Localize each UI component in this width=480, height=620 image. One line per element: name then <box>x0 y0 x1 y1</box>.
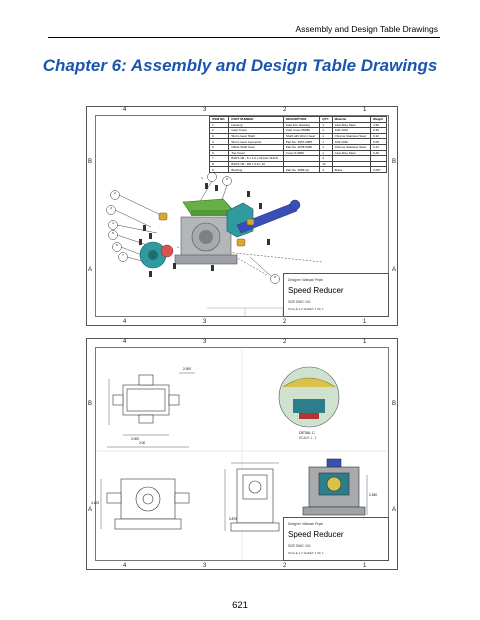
zone-label: 3 <box>203 339 207 345</box>
zone-label: 1 <box>363 107 367 113</box>
balloon-label: 6 <box>116 243 118 247</box>
table-cell: 1 <box>320 128 332 134</box>
table-cell: Chrome Stainless Steel <box>332 144 371 150</box>
dimension-label: 2.180 <box>369 493 377 497</box>
zone-label: 1 <box>363 339 367 345</box>
table-cell: Part No. 3089-4A <box>283 167 319 173</box>
top-cover-part <box>183 199 233 216</box>
table-cell: QTY. <box>320 117 332 123</box>
table-cell: Weight <box>371 117 387 123</box>
title-block-title: Speed Reducer <box>288 286 344 295</box>
table-cell: Housing <box>229 122 283 128</box>
table-cell: 9 <box>210 167 229 173</box>
table-cell: Gear Cover <box>229 128 283 134</box>
section-view <box>303 459 365 515</box>
table-cell: 1 <box>320 122 332 128</box>
offset-shaft-gear-part <box>140 242 173 268</box>
table-cell: 1 <box>320 144 332 150</box>
zone-label: 3 <box>203 563 207 569</box>
table-cell: PART NUMBER <box>229 117 283 123</box>
table-cell: 1 <box>320 139 332 145</box>
balloon-label: 5 <box>112 231 114 235</box>
dimension-label: 0.875 <box>229 517 237 521</box>
table-cell: 2 <box>210 128 229 134</box>
table-cell: Offset Shaft Gear <box>229 144 283 150</box>
table-cell: 3 <box>210 133 229 139</box>
zone-label: 1 <box>363 319 367 325</box>
dimension-label: 2.00 <box>139 441 146 445</box>
zone-label: 3 <box>203 107 207 113</box>
table-cell: B18.3.1M - 6 x 1.0 x 20 Hex SHCS <box>229 156 283 162</box>
title-block <box>283 273 389 317</box>
table-cell: Shaft with Worm Gear <box>283 133 319 139</box>
title-block-designer: Designer: Wabash Pepin <box>288 522 324 526</box>
title-block <box>283 517 389 561</box>
table-cell: 6 <box>210 150 229 156</box>
balloon-label: 1 <box>201 176 203 180</box>
table-cell: 0.41 <box>371 144 387 150</box>
assembly-drawing-sheet <box>86 106 398 326</box>
header-rule <box>48 37 440 38</box>
table-cell: Part No. 2078-5280 <box>283 144 319 150</box>
zone-label: 4 <box>123 107 127 113</box>
zone-label: 4 <box>123 339 127 345</box>
balloon-label: 3 <box>110 206 112 210</box>
balloon-label: 7 <box>122 253 124 257</box>
table-cell: AISI 1020 <box>332 139 371 145</box>
table-cell: DESCRIPTION <box>283 117 319 123</box>
table-cell: 0.05 <box>371 139 387 145</box>
table-cell: 0.32 <box>371 133 387 139</box>
zone-label: 4 <box>123 563 127 569</box>
table-cell: Worm Gear Shaft <box>229 133 283 139</box>
table-cell: Cover # 0905 <box>283 150 319 156</box>
table-cell: Cast Alloy Steel <box>332 150 371 156</box>
table-cell: Worm Gear Connector <box>229 139 283 145</box>
zone-label: 3 <box>203 319 207 325</box>
zone-label: 4 <box>123 319 127 325</box>
title-block-designer: Designer: Wabash Pepin <box>288 278 324 282</box>
table-cell: 7 <box>210 156 229 162</box>
table-cell: 1 <box>320 150 332 156</box>
table-cell: 0.35 <box>371 128 387 134</box>
detail-view <box>279 367 339 427</box>
table-cell: 4 <box>320 156 332 162</box>
table-cell: 4 <box>320 167 332 173</box>
title-block-sheet: SCALE 1:2 SHEET 1 OF 1 <box>288 307 324 311</box>
table-cell: Bushing <box>229 167 283 173</box>
top-view <box>113 375 179 423</box>
balloon-label: 2 <box>114 191 116 195</box>
running-header: Assembly and Design Table Drawings <box>295 24 438 34</box>
zone-label: 2 <box>283 339 287 345</box>
table-cell: 12 <box>320 161 332 167</box>
zone-label: B <box>88 159 93 165</box>
zone-label: A <box>88 507 93 513</box>
detail-view-scale: SCALE 1 : 1 <box>299 436 317 440</box>
detail-view-label: DETAIL C <box>299 431 315 435</box>
table-cell: 5 <box>210 144 229 150</box>
table-cell: Brass <box>332 167 371 173</box>
zone-label: A <box>391 507 396 513</box>
front-view <box>107 479 189 529</box>
dimension-label: 2.000 <box>131 437 139 441</box>
chapter-title: Chapter 6: Assembly and Design Table Drawings <box>42 56 438 75</box>
table-cell: Material <box>332 117 371 123</box>
table-cell: Top Cover <box>229 150 283 156</box>
orthographic-drawing-sheet <box>86 338 398 570</box>
table-cell: Part No. 4567-2985 <box>283 139 319 145</box>
table-cell: Cast Iron Housing <box>283 122 319 128</box>
zone-label: B <box>391 401 396 407</box>
dimension-label: 4.125 <box>91 501 99 505</box>
zone-label: 2 <box>283 563 287 569</box>
zone-label: 1 <box>363 563 367 569</box>
table-cell: 4.52 <box>371 122 387 128</box>
table-cell: ITEM NO. <box>210 117 229 123</box>
balloon-label: 8 <box>226 177 228 181</box>
title-block-dwg-no: SIZE DWG. NO. <box>288 300 312 304</box>
table-cell: 1 <box>320 133 332 139</box>
table-cell: Cast Cover #0089 <box>283 128 319 134</box>
zone-label: A <box>88 267 93 273</box>
table-cell: 4 <box>210 139 229 145</box>
dimension-label: 2.000 <box>183 367 191 371</box>
title-block-dwg-no: SIZE DWG. NO. <box>288 544 312 548</box>
balloon-label: 9 <box>274 275 276 279</box>
table-cell: 8 <box>210 161 229 167</box>
balloon-label: 4 <box>112 221 114 225</box>
table-cell: 0.46 <box>371 150 387 156</box>
title-block-sheet: SCALE 1:2 SHEET 1 OF 1 <box>288 551 324 555</box>
table-cell: 1 <box>210 122 229 128</box>
table-cell: Cast Alloy Steel <box>332 122 371 128</box>
zone-label: A <box>391 267 396 273</box>
table-cell: Chrome Stainless Steel <box>332 133 371 139</box>
zone-label: B <box>391 159 396 165</box>
side-view <box>231 469 279 531</box>
zone-label: 2 <box>283 107 287 113</box>
zone-label: B <box>88 401 93 407</box>
table-cell: AISI 1020 <box>332 128 371 134</box>
table-cell: B18.6.7M - M5 x 0.8 x 10 <box>229 161 283 167</box>
zone-label: 2 <box>283 319 287 325</box>
title-block-title: Speed Reducer <box>288 530 344 539</box>
page-number: 621 <box>232 600 248 611</box>
table-cell: 0.087 <box>371 167 387 173</box>
